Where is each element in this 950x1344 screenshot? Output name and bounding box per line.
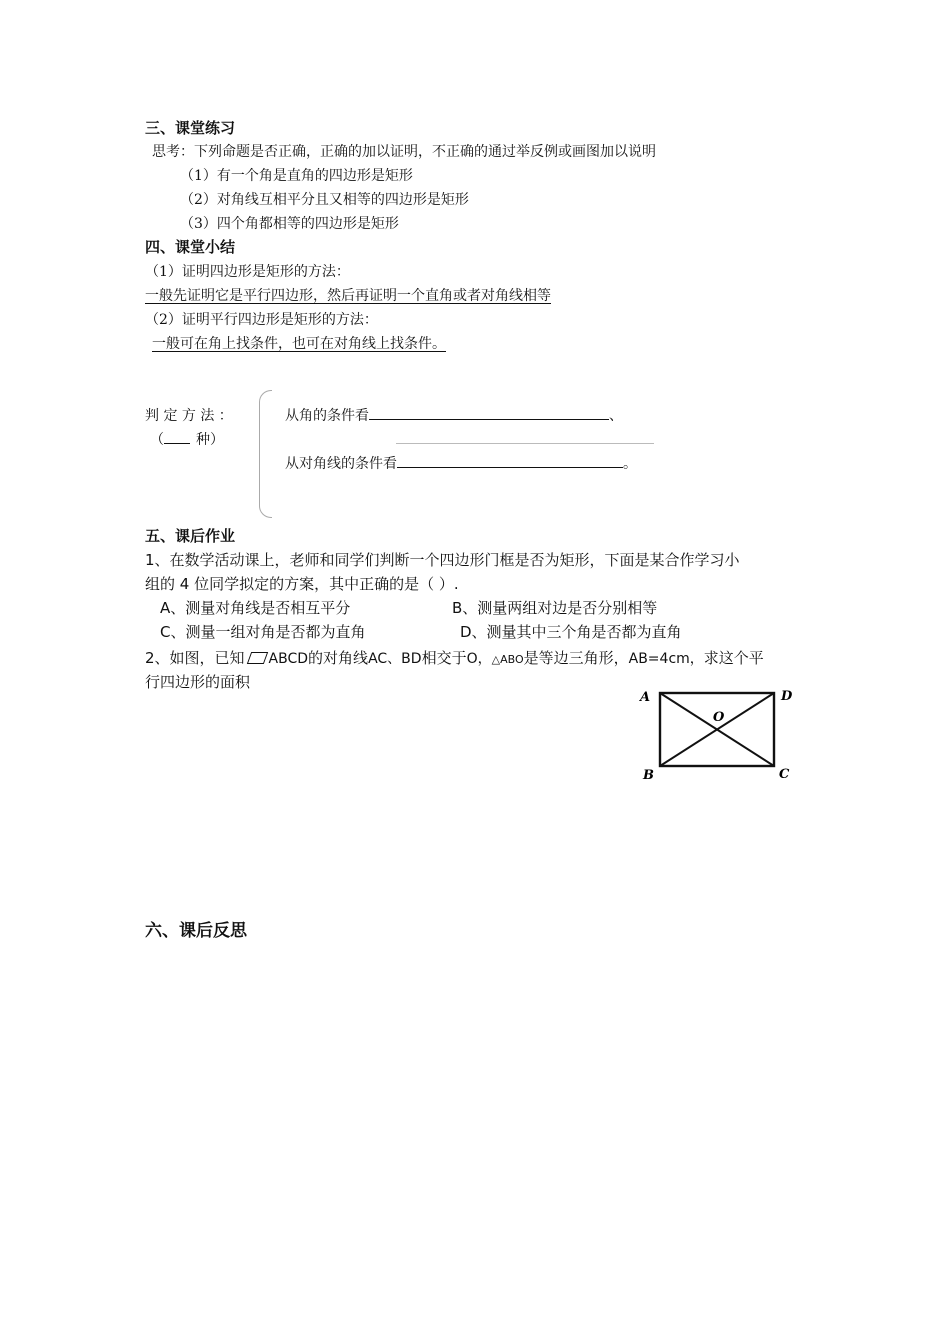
summary-answer-2: 一般可在角上找条件，也可在对角线上找条件。: [152, 336, 446, 352]
option-d: D、测量其中三个角是否都为直角: [460, 623, 682, 641]
label-a: A: [640, 690, 651, 705]
rectangle-figure: [636, 683, 796, 783]
label-c: C: [779, 767, 790, 782]
diagonal-condition-blank: [397, 453, 623, 468]
homework-q2-line1: 2、如图，已知 ABCD的对角线AC、BD相交于O，△ABO是等边三角形，AB=4cm，求这个平: [145, 649, 764, 667]
method-count: （ 种）: [150, 429, 224, 449]
extra-blank-line: [396, 443, 654, 444]
section-3-intro: 思考：下列命题是否正确，正确的加以证明，不正确的通过举反例或画图加以说明: [152, 144, 656, 160]
exercise-item-1: （1）有一个角是直角的四边形是矩形: [180, 168, 413, 184]
option-b: B、测量两组对边是否分别相等: [452, 599, 658, 617]
option-c: C、测量一组对角是否都为直角: [160, 623, 366, 641]
summary-question-1: （1）证明四边形是矩形的方法：: [145, 264, 350, 280]
method-count-blank: [164, 429, 190, 444]
section-6-title: 六、课后反思: [145, 921, 247, 941]
exercise-item-3: （3）四个角都相等的四边形是矩形: [180, 216, 399, 232]
angle-condition-blank: [369, 405, 609, 420]
brace: [259, 390, 272, 518]
diagonal-condition-line: 从对角线的条件看 。: [285, 453, 637, 473]
label-b: B: [643, 768, 654, 783]
summary-question-2: （2）证明平行四边形是矩形的方法：: [145, 312, 378, 328]
exercise-item-2: （2）对角线互相平分且又相等的四边形是矩形: [180, 192, 469, 208]
homework-q1-line1: 1、在数学活动课上，老师和同学们判断一个四边形门框是否为矩形，下面是某合作学习小: [145, 551, 740, 569]
section-4-title: 四、课堂小结: [145, 238, 236, 256]
label-d: D: [781, 689, 793, 704]
section-5-title: 五、课后作业: [145, 527, 236, 545]
label-o: O: [713, 710, 725, 725]
option-a: A、测量对角线是否相互平分: [160, 599, 351, 617]
summary-answer-1: 一般先证明它是平行四边形，然后再证明一个直角或者对角线相等: [145, 288, 551, 304]
angle-condition-line: 从角的条件看 、: [285, 405, 623, 425]
parallelogram-icon: [246, 652, 267, 664]
homework-q2-line2: 行四边形的面积: [145, 673, 251, 691]
homework-q1-line2: 组的 4 位同学拟定的方案，其中正确的是（ ）.: [145, 575, 459, 593]
method-label: 判 定 方 法 ：: [145, 408, 233, 424]
section-3-title: 三、课堂练习: [145, 119, 236, 137]
